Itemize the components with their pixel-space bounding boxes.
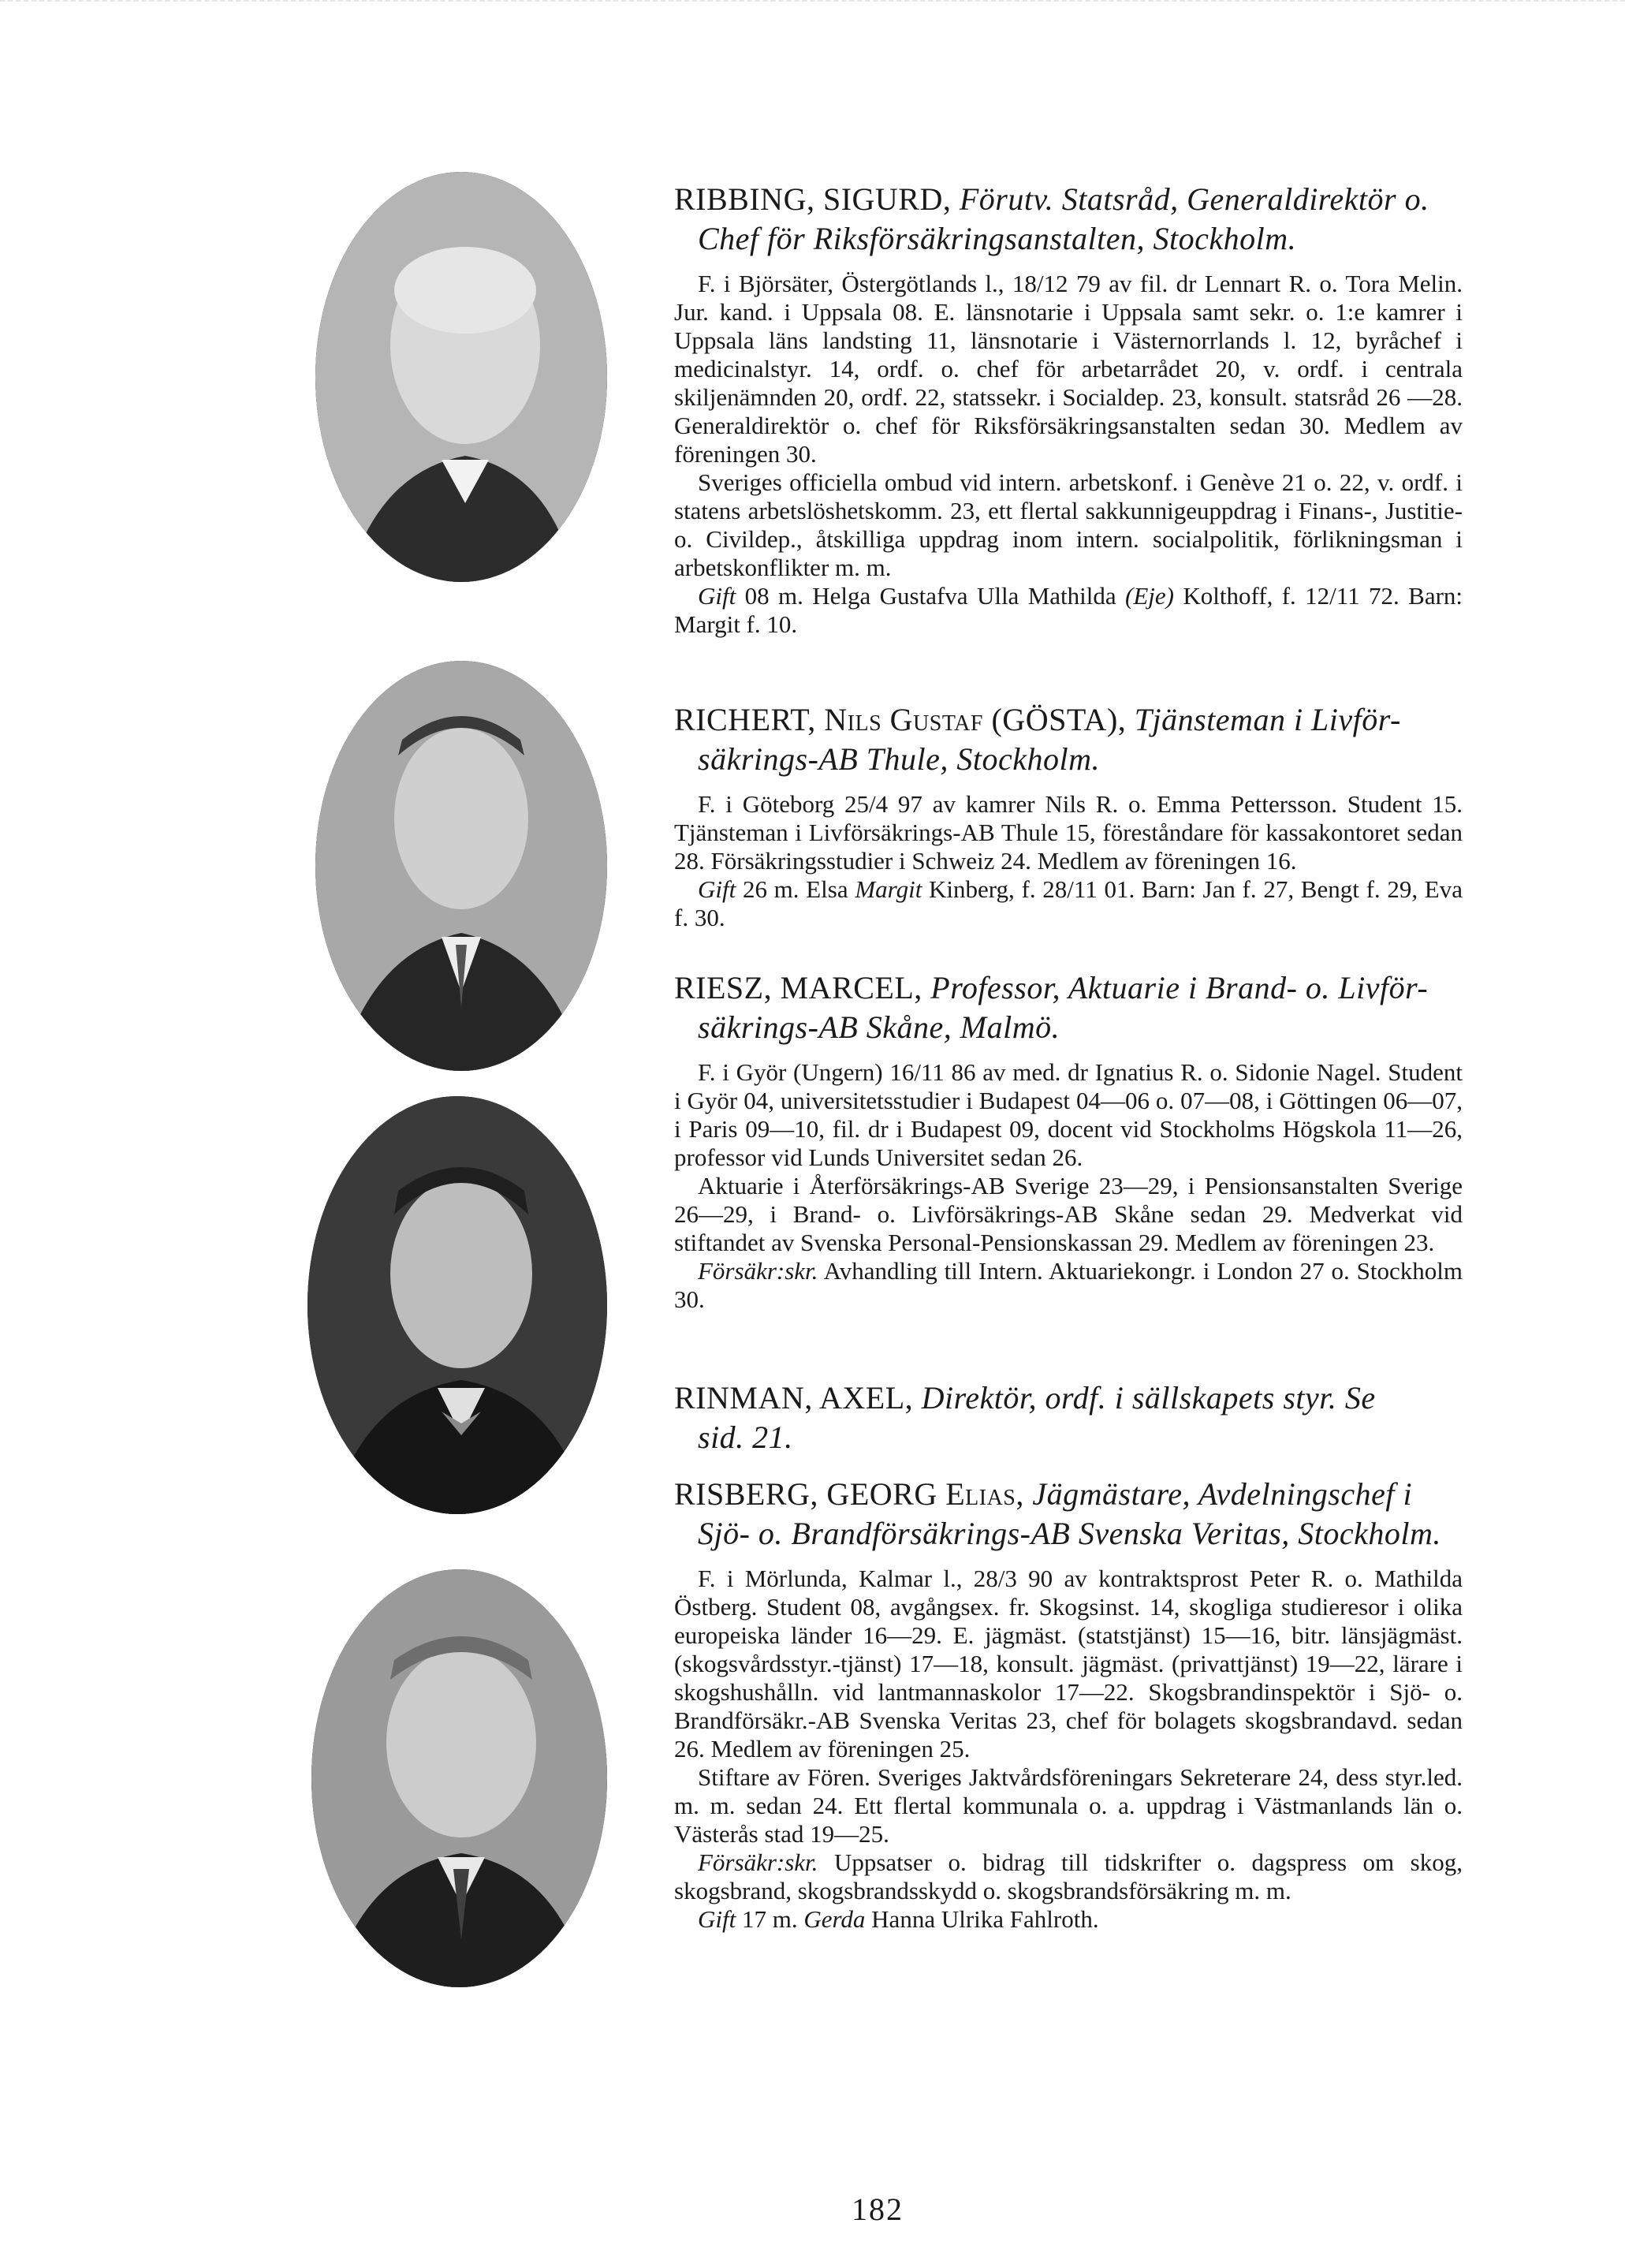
entry-name: RINMAN, AXEL, <box>674 1380 914 1416</box>
entry-name-smallcaps: Nils Gustaf <box>824 702 983 737</box>
entry-heading <box>674 1475 1463 1554</box>
gift-rest: Kolthoff, f. 12/11 72. Barn: Margit f. 10. <box>674 582 1463 638</box>
page-number: 182 <box>852 2192 904 2227</box>
entry-gift <box>674 582 1463 639</box>
entry-heading <box>674 700 1463 779</box>
entry-title: Direktör, ordf. i sällskapets styr. Se <box>921 1380 1376 1416</box>
entry-gift <box>674 1905 1463 1934</box>
entry-name: RIBBING, SIGURD, <box>674 181 952 217</box>
entry-name: RIESZ, MARCEL, <box>674 970 922 1005</box>
entry-name-smallcaps: Elias, <box>945 1476 1024 1512</box>
entry-title-cont: sid. 21. <box>698 1419 793 1455</box>
forsakr-text: Avhandling till Intern. Aktuariekongr. i London 27 o. Stockholm 30. <box>674 1257 1463 1313</box>
entry-paragraph: Aktuarie i Återförsäkrings-AB Sverige 23—29, i Pensionsanstalten Sverige 26—29, i Brand- o. Livförsäkrings-AB Skåne sedan 29. Medverkat vid stiftandet av Svenska Personal-Pensionskassan 29. Medlem av föreningen 23. <box>674 1172 1463 1256</box>
entry-title-cont: Sjö- o. Brandförsäkrings-AB Svenska Veritas, Stockholm. <box>698 1516 1441 1551</box>
gift-em: Gerda <box>803 1905 866 1933</box>
portrait-ribbing-photo <box>315 172 607 582</box>
entry-heading <box>674 1378 1463 1457</box>
entry-ribbing <box>674 180 1463 639</box>
entry-title-cont: Chef för Riksförsäkringsanstalten, Stockholm. <box>698 221 1297 256</box>
portrait-riesz-photo <box>307 1096 607 1514</box>
entry-rinman <box>674 1378 1463 1468</box>
entry-forsakr <box>674 1257 1463 1314</box>
entry-paragraph: Stiftare av Fören. Sveriges Jaktvårdsföreningars Sekreterare 24, dess styr.led. m. m. sedan 24. Ett flertal kommunala o. a. uppdrag i Västmanlands län o. Västerås stad 19—25. <box>674 1763 1463 1848</box>
entry-title: Jägmästare, Avdelningschef i <box>1032 1476 1413 1512</box>
gift-rest: Hanna Ulrika Fahlroth. <box>871 1905 1099 1933</box>
entry-forsakr <box>674 1848 1463 1905</box>
entry-gift <box>674 875 1463 932</box>
forsakr-label: Försäkr:skr. <box>698 1257 818 1285</box>
entry-paragraph: F. i Göteborg 25/4 97 av kamrer Nils R. o. Emma Pettersson. Student 15. Tjänsteman i Livförsäkrings-AB Thule 15, föreståndare för kassakontoret sedan 28. Försäkringsstudier i Schweiz 24. Medlem av föreningen 16. <box>674 790 1463 875</box>
entry-paragraph: F. i Györ (Ungern) 16/11 86 av med. dr Ignatius R. o. Sidonie Nagel. Student i Györ 04, universitetsstudier i Budapest 04—06 o. 07—08, i Göttingen 06—07, i Paris 09—10, fil. dr i Budapest 09, docent vid Stockholms Högskola 11—26, professor vid Lunds Universitet sedan 26. <box>674 1058 1463 1171</box>
entry-heading <box>674 968 1463 1047</box>
entry-name: RISBERG, GEORG <box>674 1476 937 1512</box>
gift-rest: Kinberg, f. 28/11 01. Barn: Jan f. 27, Bengt f. 29, Eva f. 30. <box>674 875 1463 931</box>
entry-paragraph: F. i Björsäter, Östergötlands l., 18/12 79 av fil. dr Lennart R. o. Tora Melin. Jur. kand. i Uppsala 08. E. länsnotarie i Uppsala samt sekr. o. 1:e kamrer i Uppsala läns landsting 11, länsnotarie i Västernorrlands l. 12, byråchef i medicinalstyr. 14, ordf. o. chef för arbetarrådet 20, v. ordf. i centrala skiljenämnden 20, ordf. 22, statssekr. i Socialdep. 23, konsult. statsråd 26 —28. Generaldirektör o. chef för Riksförsäkringsanstalten sedan 30. Medlem av föreningen 30. <box>674 270 1463 468</box>
gift-text: 17 m. <box>741 1905 798 1933</box>
portrait-richert-photo <box>315 661 607 1071</box>
entry-heading <box>674 180 1463 259</box>
gift-text: 26 m. Elsa <box>742 875 848 903</box>
entry-name: RICHERT, <box>674 702 816 737</box>
entry-title: Förutv. Statsråd, Generaldirektör o. <box>959 181 1429 217</box>
forsakr-label: Försäkr:skr. <box>698 1848 818 1876</box>
gift-em: Margit <box>855 875 922 903</box>
gift-label: Gift <box>698 875 736 903</box>
gift-label: Gift <box>698 1905 736 1933</box>
entry-richert <box>674 700 1463 932</box>
entry-title: Professor, Aktuarie i Brand- o. Livför- <box>930 970 1429 1005</box>
gift-text: 08 m. Helga Gustafva Ulla Mathilda <box>744 582 1116 610</box>
entry-name-rest: (GÖSTA), <box>991 702 1127 737</box>
forsakr-text: Uppsatser o. bidrag till tidskrifter o. dagspress om skog, skogsbrand, skogsbrandsskydd o. skogsbrandsförsäkring m. m. <box>674 1848 1463 1904</box>
gift-label: Gift <box>698 582 736 610</box>
entry-title: Tjänsteman i Livför- <box>1134 702 1401 737</box>
entry-title-cont: säkrings-AB Skåne, Malmö. <box>698 1009 1060 1045</box>
entry-title-cont: säkrings-AB Thule, Stockholm. <box>698 741 1100 777</box>
entry-risberg <box>674 1475 1463 1934</box>
entry-riesz <box>674 968 1463 1314</box>
entry-paragraph: F. i Mörlunda, Kalmar l., 28/3 90 av kontraktsprost Peter R. o. Mathilda Östberg. Student 08, avgångsex. fr. Skogsinst. 14, skogliga studieresor i olika europeiska länder 16—29. E. jägmäst. (statstjänst) 15—16, bitr. länsjägmäst. (skogsvårdsstyr.-tjänst) 17—18, konsult. jägmäst. (privattjänst) 19—22, lärare i skogshushålln. vid lantmannaskolor 17—22. Skogsbrandinspektör i Sjö- o. Brandförsäkr.-AB Svenska Veritas 23, chef för bolagets skogsbrandavd. sedan 26. Medlem av föreningen 25. <box>674 1565 1463 1763</box>
entry-paragraph: Sveriges officiella ombud vid intern. arbetskonf. i Genève 21 o. 22, v. ordf. i statens arbetslöshetskomm. 23, ett flertal sakkunnigeuppdrag i Finans-, Justitie- o. Civildep., åtskilliga uppdrag inom intern. socialpolitik, förlikningsman i arbetskonflikter m. m. <box>674 468 1463 581</box>
portrait-risberg-photo <box>311 1569 607 1987</box>
gift-em: (Eje) <box>1125 582 1174 610</box>
